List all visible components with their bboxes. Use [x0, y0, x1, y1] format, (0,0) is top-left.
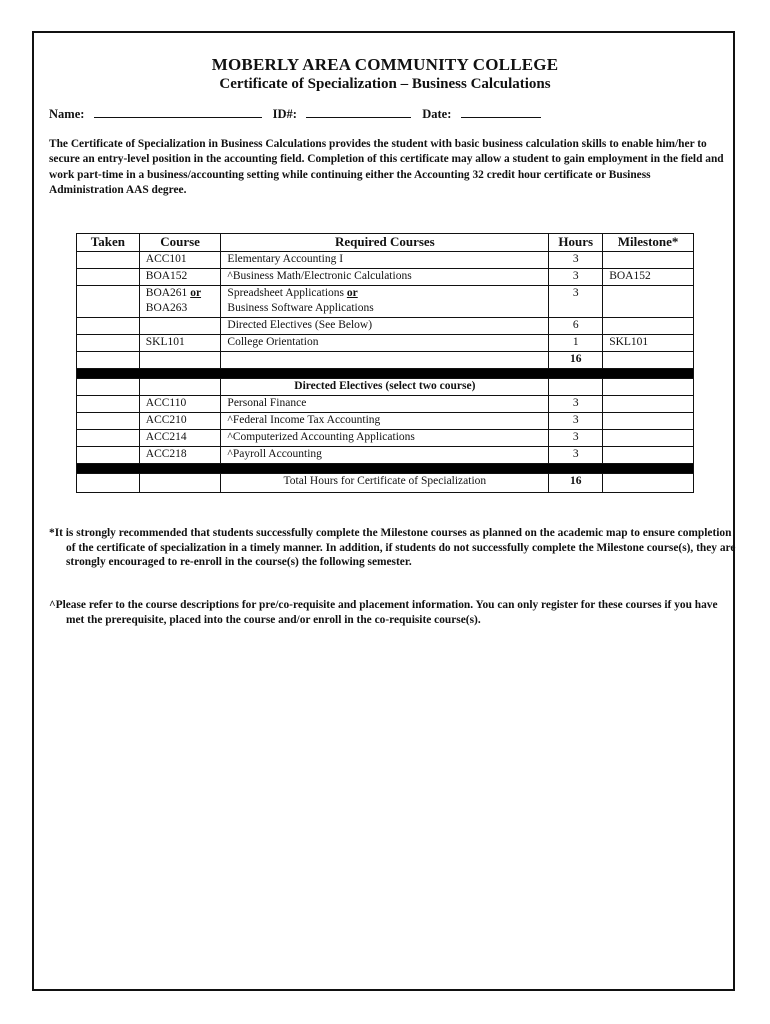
header-hours: Hours [549, 234, 603, 252]
section-divider [77, 464, 694, 474]
student-info-fields [49, 107, 541, 122]
header-milestone: Milestone* [603, 234, 694, 252]
table-row [77, 447, 694, 464]
taken-checkbox[interactable] [77, 447, 140, 464]
table-row [77, 430, 694, 447]
course-title: Directed Electives (See Below) [221, 318, 549, 335]
college-title: MOBERLY AREA COMMUNITY COLLEGE [211, 55, 559, 74]
taken-checkbox[interactable] [77, 335, 140, 352]
header-taken: Taken [77, 234, 140, 252]
course-code: SKL101 [139, 335, 221, 352]
or-label: or [190, 287, 202, 299]
table-row [77, 335, 694, 352]
taken-checkbox[interactable] [77, 413, 140, 430]
course-hours: 3 [549, 396, 603, 413]
table-row [77, 318, 694, 335]
course-hours: 6 [549, 318, 603, 335]
date-field[interactable] [461, 107, 541, 118]
total-hours: 16 [549, 474, 603, 493]
empty-cell [603, 474, 694, 493]
course-hours: 3 [549, 430, 603, 447]
course-milestone [603, 252, 694, 269]
divider-bar [77, 369, 694, 379]
course-code-b: BOA263 [145, 302, 188, 314]
table-row [77, 413, 694, 430]
course-code [139, 318, 221, 335]
header-required-courses: Required Courses [221, 234, 549, 252]
or-label: or [346, 287, 358, 299]
course-milestone [603, 318, 694, 335]
course-hours: 3 [549, 447, 603, 464]
table-row [77, 269, 694, 286]
name-field[interactable] [94, 107, 262, 118]
taken-checkbox[interactable] [77, 430, 140, 447]
empty-cell [77, 352, 140, 369]
course-title: ^Business Math/Electronic Calculations [221, 269, 549, 286]
name-label: Name: [49, 107, 85, 121]
total-label: Total Hours for Certificate of Specialization [221, 474, 549, 493]
course-milestone: BOA152 [603, 269, 694, 286]
date-label: Date: [422, 107, 452, 121]
course-title-choice [221, 286, 549, 318]
table-row [77, 252, 694, 269]
course-code: ACC214 [139, 430, 221, 447]
empty-cell [603, 413, 694, 430]
course-hours: 3 [549, 413, 603, 430]
course-code: ACC210 [139, 413, 221, 430]
table-row [77, 396, 694, 413]
course-code: ACC218 [139, 447, 221, 464]
course-code: ACC101 [139, 252, 221, 269]
section-divider [77, 369, 694, 379]
course-title: College Orientation [221, 335, 549, 352]
table-header-row [77, 234, 694, 252]
taken-checkbox[interactable] [77, 286, 140, 318]
course-code: BOA152 [139, 269, 221, 286]
course-title: Personal Finance [221, 396, 549, 413]
course-code-choice [139, 286, 221, 318]
empty-cell [139, 352, 221, 369]
certificate-subtitle: Certificate of Specialization – Business Calculations [219, 76, 551, 92]
divider-bar [77, 464, 694, 474]
course-title: ^Payroll Accounting [221, 447, 549, 464]
course-hours: 1 [549, 335, 603, 352]
certificate-description: The Certificate of Specialization in Business Calculations provides the student with basic business calculation skills to enable him/her to secure an entry-level position in the accounting field. Completion of this certificate may allow a student to gain employment in the field and work part-time in a business/accounting setting while continuing either the Accounting 32 credit hour certificate or Business Administration AAS degree. [49, 138, 724, 196]
id-label: ID#: [272, 107, 297, 121]
course-title-b: Business Software Applications [227, 302, 374, 314]
taken-checkbox[interactable] [77, 252, 140, 269]
empty-cell [603, 447, 694, 464]
empty-cell [549, 379, 603, 396]
empty-cell [139, 379, 221, 396]
course-hours: 3 [549, 269, 603, 286]
id-field[interactable] [306, 107, 411, 118]
course-code: ACC110 [139, 396, 221, 413]
empty-cell [77, 474, 140, 493]
course-code-a: BOA261 [145, 287, 188, 299]
course-title: ^Federal Income Tax Accounting [221, 413, 549, 430]
course-hours: 3 [549, 252, 603, 269]
course-hours: 3 [549, 286, 603, 318]
taken-checkbox[interactable] [77, 318, 140, 335]
course-title-a: Spreadsheet Applications [227, 287, 344, 299]
course-milestone: SKL101 [603, 335, 694, 352]
course-title: ^Computerized Accounting Applications [221, 430, 549, 447]
electives-heading: Directed Electives (select two course) [221, 379, 549, 396]
table-row [77, 286, 694, 318]
milestone-note: *It is strongly recommended that students successfully complete the Milestone courses as planned on the academic map to ensure completion of the certificate of specialization in a timely manner. In addition, if students do not successfully complete the Milestone course(s), they are strongly encouraged to re-enroll in the course(s) the following semester. [49, 527, 736, 568]
empty-cell [221, 352, 549, 369]
taken-checkbox[interactable] [77, 396, 140, 413]
empty-cell [603, 352, 694, 369]
prerequisite-note: ^Please refer to the course descriptions for pre/co-requisite and placement information. You can only register for these courses if you have met the prerequisite, placed into the course and/or enroll in the co-requisite course(s). [49, 599, 718, 626]
empty-cell [77, 379, 140, 396]
empty-cell [139, 474, 221, 493]
total-row [77, 474, 694, 493]
empty-cell [603, 379, 694, 396]
course-title: Elementary Accounting I [221, 252, 549, 269]
course-milestone [603, 286, 694, 318]
header-course: Course [139, 234, 221, 252]
empty-cell [603, 396, 694, 413]
taken-checkbox[interactable] [77, 269, 140, 286]
subtotal-hours: 16 [549, 352, 603, 369]
electives-heading-row [77, 379, 694, 396]
subtotal-row [77, 352, 694, 369]
empty-cell [603, 430, 694, 447]
course-table [76, 233, 694, 493]
